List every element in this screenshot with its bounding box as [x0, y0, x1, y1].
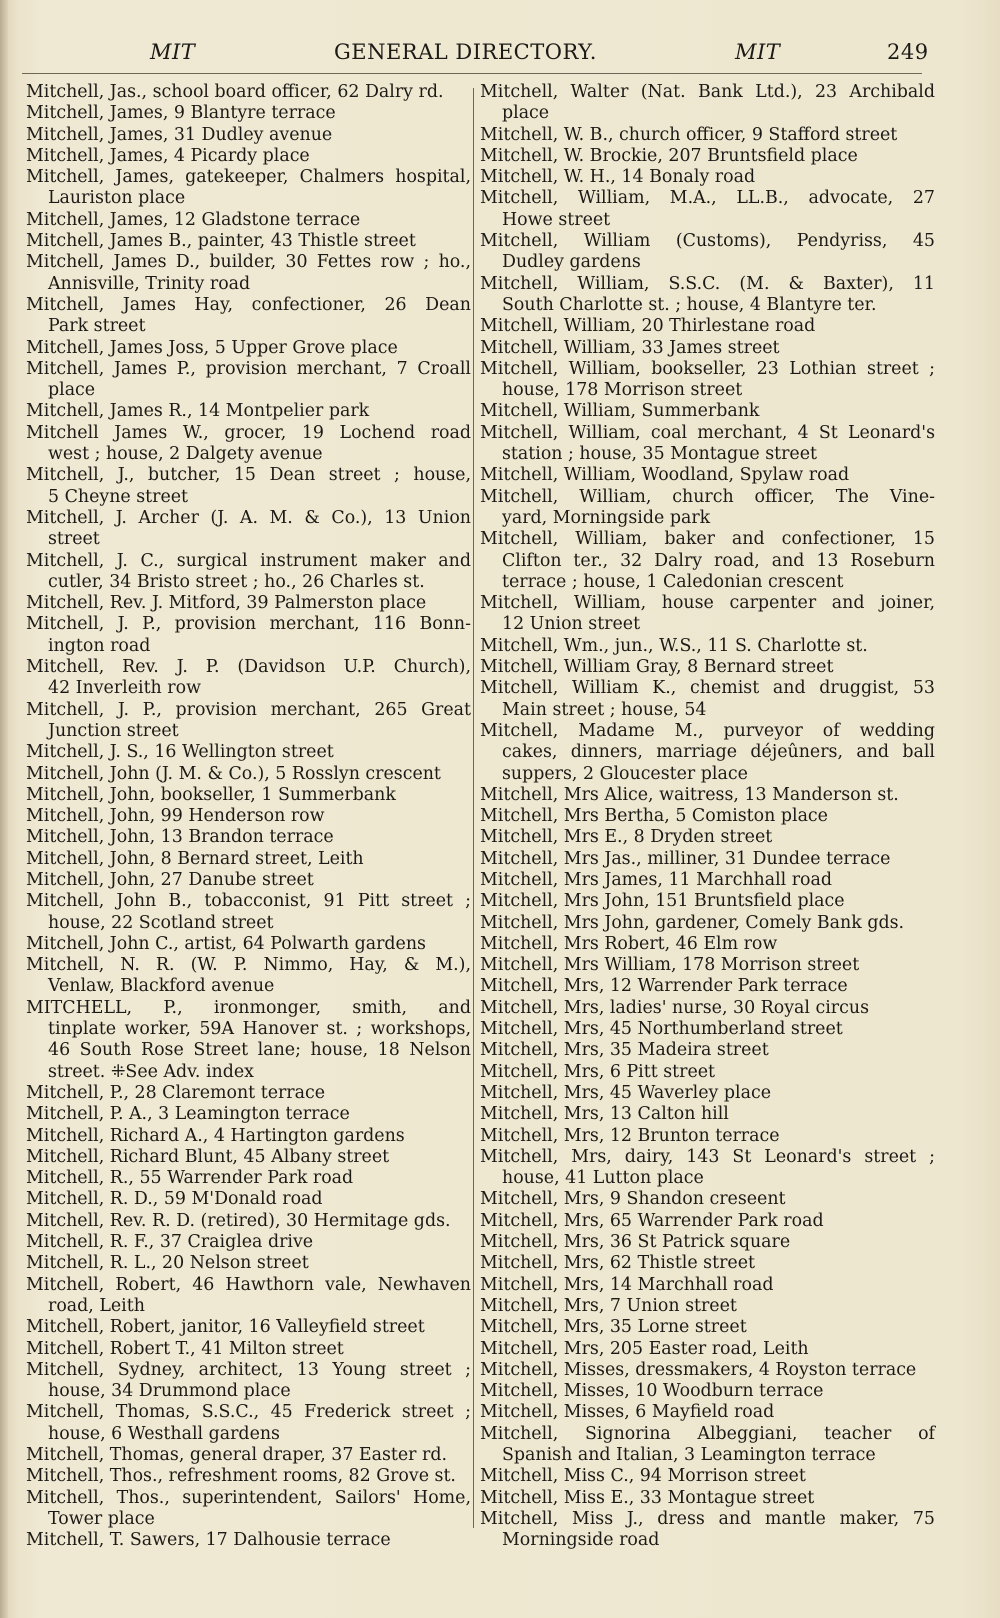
- entry-line: Mitchell, Mrs, 12 Warrender Park terrace: [480, 976, 848, 997]
- entry-line: Mitchell, Miss C., 94 Morrison street: [480, 1466, 806, 1487]
- directory-entry: [480, 913, 935, 934]
- directory-entry: [480, 806, 935, 827]
- entry-continuation-line: road, Leith: [48, 1295, 145, 1316]
- directory-entry: [26, 551, 471, 594]
- directory-entry: [480, 636, 935, 657]
- entry-continuation-line: street. ⁜See Adv. index: [48, 1061, 254, 1082]
- entry-line: Mitchell, William, 33 James street: [480, 337, 780, 358]
- directory-entry: [480, 657, 935, 678]
- header-left-guide: MIT: [150, 40, 196, 64]
- entry-line: Mitchell, J. P., provision merchant, 116 Bonn-: [26, 614, 471, 635]
- entry-line: Mitchell, Misses, 10 Woodburn terrace: [480, 1381, 824, 1402]
- entry-line: Mitchell, William, church officer, The Vine-: [480, 486, 935, 507]
- directory-entry: [480, 401, 935, 422]
- directory-entry: [480, 1317, 935, 1338]
- directory-entry: [26, 934, 471, 955]
- entry-line: Mitchell, Mrs Jas., milliner, 31 Dundee terrace: [480, 848, 891, 869]
- entry-line: Mitchell, William, S.S.C. (M. & Baxter), 11: [480, 273, 935, 294]
- directory-entry: [26, 146, 471, 167]
- entry-line: Mitchell, James, 9 Blantyre terrace: [26, 103, 336, 124]
- entry-line: Mitchell, W. Brockie, 207 Bruntsfield place: [480, 145, 858, 166]
- directory-entry: [480, 1019, 935, 1040]
- entry-line: Mitchell, William Gray, 8 Bernard street: [480, 657, 834, 678]
- entry-line: Mitchell, Richard A., 4 Hartington gardens: [26, 1125, 405, 1146]
- entry-line: Mitchell, James, 12 Gladstone terrace: [26, 209, 361, 230]
- directory-entry: [480, 1232, 935, 1253]
- directory-entry: [26, 1445, 471, 1466]
- directory-entry: [480, 1211, 935, 1232]
- entry-line: Mitchell, John B., tobacconist, 91 Pitt street ;: [26, 891, 471, 912]
- entry-line: Mitchell, Mrs William, 178 Morrison street: [480, 955, 860, 976]
- directory-entry: [26, 593, 471, 614]
- entry-line: Mitchell, James Hay, confectioner, 26 Dean: [26, 294, 471, 315]
- directory-entry: [26, 827, 471, 848]
- entry-line: Mitchell, Mrs, 14 Marchhall road: [480, 1274, 774, 1295]
- entry-line: Mitchell James W., grocer, 19 Lochend road: [26, 422, 471, 443]
- entry-continuation-line: house, 6 Westhall gardens: [48, 1423, 280, 1444]
- entry-line: Mitchell, William, Woodland, Spylaw road: [480, 465, 850, 486]
- entry-line: Mitchell, Mrs, 205 Easter road, Leith: [480, 1338, 809, 1359]
- entry-line: Mitchell, P., 28 Claremont terrace: [26, 1082, 326, 1103]
- entry-line: Mitchell, James R., 14 Montpelier park: [26, 401, 370, 422]
- directory-entry: [480, 1360, 935, 1381]
- entry-line: Mitchell, J., butcher, 15 Dean street ; house,: [26, 465, 471, 486]
- entry-line: Mitchell, W. B., church officer, 9 Stafford street: [480, 124, 898, 145]
- page-header: [0, 40, 1000, 70]
- directory-entry: [26, 82, 471, 103]
- entry-continuation-line: Junction street: [48, 720, 179, 741]
- entry-line: Mitchell, Robert, 46 Hawthorn vale, Newhaven: [26, 1274, 471, 1295]
- entry-continuation-line: Morningside road: [502, 1530, 660, 1551]
- entry-line: Mitchell, Thos., superintendent, Sailors' Home,: [26, 1487, 471, 1508]
- entry-line: Mitchell, Miss J., dress and mantle maker, 75: [480, 1508, 935, 1529]
- directory-entry: [480, 1275, 935, 1296]
- directory-entry: [480, 1381, 935, 1402]
- directory-entry: [480, 1466, 935, 1487]
- directory-entry: [26, 465, 471, 508]
- entry-line: Mitchell, James B., painter, 43 Thistle street: [26, 231, 416, 252]
- entry-line: Mitchell, William, Summerbank: [480, 401, 760, 422]
- entry-line: Mitchell, William, 20 Thirlestane road: [480, 316, 816, 337]
- directory-entry: [26, 614, 471, 657]
- directory-entry: [26, 1339, 471, 1360]
- entry-continuation-line: suppers, 2 Gloucester place: [502, 763, 748, 784]
- entry-continuation-line: Howe street: [502, 209, 611, 230]
- directory-entry: [480, 1040, 935, 1061]
- entry-line: Mitchell, Rev. J. Mitford, 39 Palmerston place: [26, 593, 427, 614]
- entry-line: Mitchell, James, 31 Dudley avenue: [26, 124, 333, 145]
- directory-entry: [26, 1317, 471, 1338]
- entry-line: Mitchell, W. H., 14 Bonaly road: [480, 167, 756, 188]
- entry-line: Mitchell, Mrs, 12 Brunton terrace: [480, 1125, 780, 1146]
- directory-entry: [480, 1402, 935, 1423]
- entry-line: Mitchell, Mrs, 62 Thistle street: [480, 1253, 755, 1274]
- entry-continuation-line: station ; house, 35 Montague street: [502, 444, 818, 465]
- entry-line: Mitchell, William, bookseller, 23 Lothian street ;: [480, 358, 935, 379]
- directory-entry: [480, 976, 935, 997]
- header-right-guide: MIT: [735, 40, 781, 64]
- directory-entry: [26, 806, 471, 827]
- entry-line: Mitchell, Thomas, S.S.C., 45 Frederick street ;: [26, 1402, 471, 1423]
- directory-entry: [26, 338, 471, 359]
- directory-entry: [26, 1360, 471, 1403]
- entry-line: Mitchell, James, 4 Picardy place: [26, 145, 310, 166]
- directory-entry: [480, 487, 935, 530]
- entry-line: Mitchell, James D., builder, 30 Fettes row ; ho.,: [26, 252, 471, 273]
- entry-line: Mitchell, Signorina Albeggiani, teacher of: [480, 1423, 935, 1444]
- entry-line: Mitchell, Rev. R. D. (retired), 30 Hermitage gds.: [26, 1210, 451, 1231]
- entry-line: Mitchell, Rev. J. P. (Davidson U.P. Church),: [26, 657, 471, 678]
- directory-entry: [480, 1062, 935, 1083]
- entry-line: Mitchell, William (Customs), Pendyriss, 45: [480, 231, 935, 252]
- entry-line: Mitchell, J. C., surgical instrument maker and: [26, 550, 471, 571]
- directory-entry: [26, 1211, 471, 1232]
- entry-line: Mitchell, T. Sawers, 17 Dalhousie terrace: [26, 1530, 391, 1551]
- entry-line: Mitchell, Misses, 6 Mayfield road: [480, 1402, 775, 1423]
- directory-entry: [480, 721, 935, 785]
- directory-entry: [26, 891, 471, 934]
- entry-line: Mitchell, Mrs, 35 Lorne street: [480, 1317, 747, 1338]
- entry-line: Mitchell, J. P., provision merchant, 265 Great: [26, 699, 471, 720]
- entry-line: Mitchell, Mrs, dairy, 143 St Leonard's street ;: [480, 1146, 935, 1167]
- entry-line: Mitchell, John, 8 Bernard street, Leith: [26, 848, 364, 869]
- directory-entry: [480, 678, 935, 721]
- directory-entry: [480, 1104, 935, 1125]
- directory-entry: [26, 742, 471, 763]
- entry-line: Mitchell, N. R. (W. P. Nimmo, Hay, & M.),: [26, 955, 471, 976]
- directory-entry: [26, 1466, 471, 1487]
- directory-entry: [26, 764, 471, 785]
- directory-entry: [26, 955, 471, 998]
- entry-line: Mitchell, Mrs Robert, 46 Elm row: [480, 933, 778, 954]
- directory-entry: [26, 167, 471, 210]
- directory-entry: [480, 125, 935, 146]
- directory-entry: [480, 359, 935, 402]
- entry-line: Mitchell, Sydney, architect, 13 Young street ;: [26, 1359, 471, 1380]
- page-number: 249: [887, 40, 929, 64]
- entry-line: Mitchell, Mrs, 35 Madeira street: [480, 1040, 769, 1061]
- directory-entry: [480, 167, 935, 188]
- entry-line: Mitchell, Miss E., 33 Montague street: [480, 1487, 815, 1508]
- directory-entry: [26, 508, 471, 551]
- directory-entry: [26, 1147, 471, 1168]
- directory-entry: [26, 1104, 471, 1125]
- entry-line: MITCHELL, P., ironmonger, smith, and: [26, 997, 471, 1018]
- entry-line: Mitchell, Wm., jun., W.S., 11 S. Charlotte st.: [480, 635, 868, 656]
- entry-line: Mitchell, Jas., school board officer, 62 Dalry rd.: [26, 82, 444, 102]
- directory-entry: [26, 785, 471, 806]
- entry-line: Mitchell, Misses, dressmakers, 4 Royston terrace: [480, 1359, 917, 1380]
- entry-line: Mitchell, Mrs, ladies' nurse, 30 Royal circus: [480, 997, 869, 1018]
- entry-line: Mitchell, Mrs, 13 Calton hill: [480, 1104, 729, 1125]
- directory-entry: [480, 529, 935, 593]
- directory-entry: [26, 657, 471, 700]
- entry-line: Mitchell, Mrs John, gardener, Comely Bank gds.: [480, 912, 905, 933]
- directory-entry: [480, 316, 935, 337]
- directory-entry: [480, 870, 935, 891]
- entry-continuation-line: Lauriston place: [48, 188, 186, 209]
- entry-line: Mitchell, R. L., 20 Nelson street: [26, 1253, 309, 1274]
- entry-line: Mitchell, James P., provision merchant, 7 Croall: [26, 358, 471, 379]
- entry-continuation-line: ington road: [48, 635, 151, 656]
- entry-continuation-line: house, 178 Morrison street: [502, 380, 743, 401]
- entry-continuation-line: 5 Cheyne street: [48, 486, 189, 507]
- header-rule: [22, 73, 922, 74]
- directory-entry: [480, 891, 935, 912]
- entry-line: Mitchell, William, house carpenter and joiner,: [480, 593, 935, 614]
- entry-line: Mitchell, William, coal merchant, 4 St Leonard's: [480, 422, 935, 443]
- directory-entry: [480, 231, 935, 274]
- directory-entry: [480, 934, 935, 955]
- entry-continuation-line: house, 41 Lutton place: [502, 1168, 704, 1189]
- entry-continuation-line: terrace ; house, 1 Caledonian crescent: [502, 571, 844, 592]
- entry-line: Mitchell, Mrs Bertha, 5 Comiston place: [480, 806, 828, 827]
- entry-continuation-line: Venlaw, Blackford avenue: [48, 976, 275, 997]
- directory-entry: [26, 870, 471, 891]
- entry-line: Mitchell, Mrs E., 8 Dryden street: [480, 827, 773, 848]
- directory-entry: [480, 1083, 935, 1104]
- directory-entry: [480, 593, 935, 636]
- directory-entry: [480, 785, 935, 806]
- entry-continuation-line: 12 Union street: [502, 614, 641, 635]
- entry-line: Mitchell, John, 13 Brandon terrace: [26, 827, 334, 848]
- entry-line: Mitchell, James, gatekeeper, Chalmers hospital,: [26, 167, 471, 188]
- directory-entry: [26, 125, 471, 146]
- entry-line: Mitchell, J. Archer (J. A. M. & Co.), 13 Union: [26, 507, 471, 528]
- entry-continuation-line: Park street: [48, 316, 146, 337]
- directory-entry: [480, 998, 935, 1019]
- directory-entry: [480, 465, 935, 486]
- entry-continuation-line: Dudley gardens: [502, 252, 641, 273]
- header-title: GENERAL DIRECTORY.: [334, 40, 597, 64]
- directory-entry: [26, 423, 471, 466]
- entry-continuation-line: Tower place: [48, 1508, 155, 1529]
- column-divider: [473, 88, 474, 1528]
- directory-entry: [480, 1509, 935, 1552]
- directory-entry: [26, 210, 471, 231]
- directory-entry: [26, 231, 471, 252]
- entry-line: Mitchell, John C., artist, 64 Polwarth gardens: [26, 933, 426, 954]
- directory-entry: [480, 1147, 935, 1190]
- directory-entry: [26, 1168, 471, 1189]
- entry-line: Mitchell, Mrs, 7 Union street: [480, 1295, 737, 1316]
- entry-continuation-line: 46 South Rose Street lane; house, 18 Nelson: [48, 1040, 471, 1061]
- entry-line: Mitchell, James Joss, 5 Upper Grove place: [26, 337, 398, 358]
- directory-entry: [480, 188, 935, 231]
- directory-entry: [480, 955, 935, 976]
- entry-continuation-line: Clifton ter., 32 Dalry road, and 13 Roseburn: [502, 550, 935, 571]
- entry-continuation-line: South Charlotte st. ; house, 4 Blantyre ter.: [502, 294, 877, 315]
- directory-entry: [480, 827, 935, 848]
- directory-entry: [26, 1126, 471, 1147]
- directory-entry: [26, 103, 471, 124]
- entry-line: Mitchell, Mrs, 45 Waverley place: [480, 1082, 771, 1103]
- entry-line: Mitchell, Mrs Alice, waitress, 13 Manderson st.: [480, 784, 899, 805]
- directory-entry: [26, 700, 471, 743]
- entry-line: Mitchell, Walter (Nat. Bank Ltd.), 23 Archibald: [480, 82, 935, 102]
- entry-line: Mitchell, Mrs, 65 Warrender Park road: [480, 1210, 824, 1231]
- directory-entry: [26, 1083, 471, 1104]
- entry-line: Mitchell, P. A., 3 Leamington terrace: [26, 1104, 350, 1125]
- directory-entry: [480, 1424, 935, 1467]
- entry-line: Mitchell, R. D., 59 M'Donald road: [26, 1189, 323, 1210]
- entry-line: Mitchell, William, M.A., LL.B., advocate, 27: [480, 188, 935, 209]
- entry-line: Mitchell, Mrs, 6 Pitt street: [480, 1061, 716, 1082]
- directory-entry: [480, 1296, 935, 1317]
- entry-line: Mitchell, John, bookseller, 1 Summerbank: [26, 784, 396, 805]
- entry-line: Mitchell, Mrs James, 11 Marchhall road: [480, 869, 833, 890]
- page-spine-shadow: [0, 0, 8, 1618]
- entry-line: Mitchell, J. S., 16 Wellington street: [26, 742, 334, 763]
- entry-line: Mitchell, John, 99 Henderson row: [26, 806, 325, 827]
- entry-continuation-line: cutler, 34 Bristo street ; ho., 26 Charles st.: [48, 571, 425, 592]
- directory-entry: [26, 1488, 471, 1531]
- entry-continuation-line: Annisville, Trinity road: [48, 273, 251, 294]
- entry-continuation-line: street: [48, 529, 100, 550]
- entry-line: Mitchell, William, baker and confectioner, 15: [480, 529, 935, 550]
- entry-continuation-line: place: [48, 380, 96, 401]
- entry-continuation-line: 42 Inverleith row: [48, 678, 201, 699]
- entry-line: Mitchell, John, 27 Danube street: [26, 869, 314, 890]
- entry-continuation-line: place: [502, 103, 550, 124]
- directory-entry: [26, 998, 471, 1083]
- left-column: [26, 82, 471, 1551]
- directory-entry: [480, 1126, 935, 1147]
- entry-line: Mitchell, Thomas, general draper, 37 Easter rd.: [26, 1445, 448, 1465]
- directory-entry: [26, 401, 471, 422]
- directory-entry: [480, 274, 935, 317]
- entry-continuation-line: west ; house, 2 Dalgety avenue: [48, 444, 323, 465]
- directory-entry: [480, 1339, 935, 1360]
- entry-line: Mitchell, William K., chemist and druggist, 53: [480, 678, 935, 699]
- directory-entry: [480, 423, 935, 466]
- entry-line: Mitchell, Madame M., purveyor of wedding: [480, 720, 935, 741]
- entry-line: Mitchell, Mrs, 36 St Patrick square: [480, 1232, 791, 1253]
- directory-entry: [26, 1402, 471, 1445]
- entry-continuation-line: yard, Morningside park: [502, 507, 711, 528]
- directory-entry: [480, 1488, 935, 1509]
- entry-continuation-line: house, 34 Drummond place: [48, 1381, 291, 1402]
- entry-line: Mitchell, R. F., 37 Craiglea drive: [26, 1232, 314, 1253]
- entry-line: Mitchell, Mrs, 9 Shandon creseent: [480, 1189, 786, 1210]
- directory-entry: [480, 82, 935, 125]
- directory-entry: [26, 1530, 471, 1551]
- entry-continuation-line: tinplate worker, 59A Hanover st. ; workshops,: [48, 1019, 471, 1040]
- entry-line: Mitchell, R., 55 Warrender Park road: [26, 1168, 354, 1189]
- directory-entry: [26, 1189, 471, 1210]
- directory-entry: [26, 1253, 471, 1274]
- entry-line: Mitchell, Robert T., 41 Milton street: [26, 1338, 344, 1359]
- directory-entry: [26, 252, 471, 295]
- entry-line: Mitchell, Richard Blunt, 45 Albany street: [26, 1146, 390, 1167]
- entry-line: Mitchell, Mrs, 45 Northumberland street: [480, 1019, 843, 1040]
- directory-entry: [480, 146, 935, 167]
- entry-continuation-line: Main street ; house, 54: [502, 699, 707, 720]
- entry-line: Mitchell, Thos., refreshment rooms, 82 Grove st.: [26, 1466, 456, 1487]
- directory-entry: [480, 1189, 935, 1210]
- directory-entry: [26, 295, 471, 338]
- directory-entry: [26, 1232, 471, 1253]
- right-column: [480, 82, 935, 1551]
- directory-entry: [26, 849, 471, 870]
- entry-continuation-line: house, 22 Scotland street: [48, 912, 274, 933]
- entry-continuation-line: cakes, dinners, marriage déjeûners, and ball: [502, 742, 935, 763]
- directory-entry: [26, 359, 471, 402]
- entry-line: Mitchell, John (J. M. & Co.), 5 Rosslyn crescent: [26, 763, 441, 784]
- directory-entry: [26, 1275, 471, 1318]
- entry-line: Mitchell, Robert, janitor, 16 Valleyfield street: [26, 1317, 425, 1338]
- directory-entry: [480, 338, 935, 359]
- directory-entry: [480, 849, 935, 870]
- entry-line: Mitchell, Mrs John, 151 Bruntsfield place: [480, 891, 845, 912]
- entry-continuation-line: Spanish and Italian, 3 Leamington terrace: [502, 1445, 876, 1465]
- directory-entry: [480, 1253, 935, 1274]
